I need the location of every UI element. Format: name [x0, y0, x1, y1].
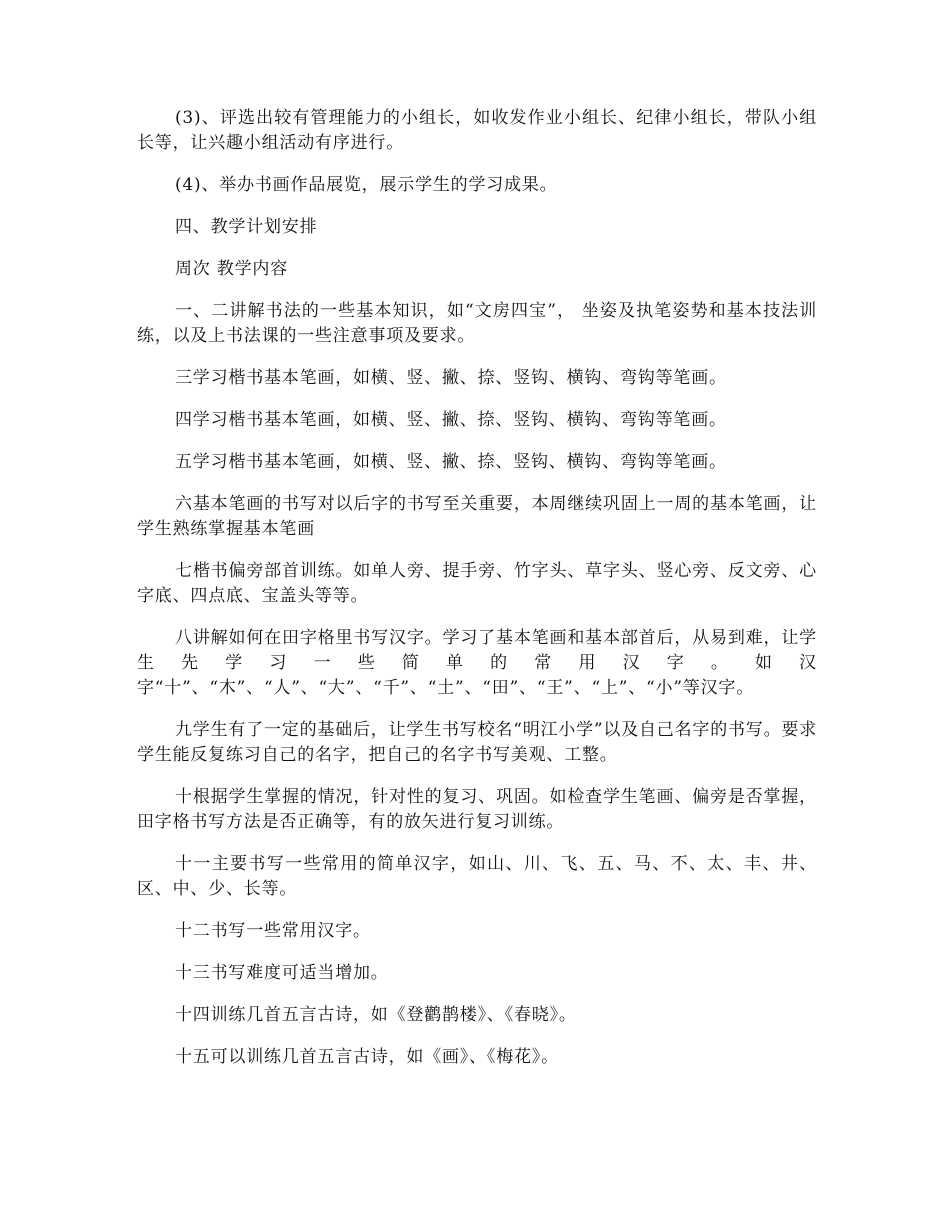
week-8-paragraph: 八讲解如何在田字格里书写汉字。学习了基本笔画和基本部首后，从易到难，让学生先学习一些简单的常用汉字。如汉字“十”、“木”、“人”、“大”、“千”、“土”、“田”、“王”、“上”、“小”等汉字。 — [137, 628, 817, 698]
week-1-2-paragraph: 一、二讲解书法的一些基本知识，如“文房四宝”， 坐姿及执笔姿势和基本技法训练，以及上书法课的一些注意事项及要求。 — [137, 301, 817, 346]
week-10-paragraph: 十根据学生掌握的情况，针对性的复习、巩固。如检查学生笔画、偏旁是否掌握，田字格书写方法是否正确等，有的放矢进行复习训练。 — [137, 787, 817, 832]
week-5-paragraph: 五学习楷书基本笔画，如横、竖、撇、捺、竖钩、横钩、弯钩等笔画。 — [175, 452, 727, 472]
week-6-paragraph: 六基本笔画的书写对以后字的书写至关重要，本周继续巩固上一周的基本笔画，让学生熟练掌握基本笔画 — [137, 494, 817, 539]
week-4-paragraph: 四学习楷书基本笔画，如横、竖、撇、捺、竖钩、横钩、弯钩等笔画。 — [175, 410, 727, 430]
week-11-paragraph: 十一主要书写一些常用的简单汉字，如山、川、飞、五、马、不、太、丰、井、区、中、少、长等。 — [137, 854, 817, 899]
week-3-paragraph: 三学习楷书基本笔画，如横、竖、撇、捺、竖钩、横钩、弯钩等笔画。 — [175, 368, 727, 388]
paragraph-item-4: (4)、举办书画作品展览，展示学生的学习成果。 — [175, 175, 558, 195]
week-12-paragraph: 十二书写一些常用汉字。 — [175, 921, 371, 941]
week-15-paragraph: 十五可以训练几首五言古诗，如《画》、《梅花》。 — [175, 1047, 559, 1067]
document-body — [137, 106, 817, 1087]
week-14-paragraph: 十四训练几首五言古诗，如《登鹳鹊楼》、《春晓》。 — [175, 1005, 577, 1025]
section-heading-teaching-plan: 四、教学计划安排 — [175, 217, 318, 237]
paragraph-item-3: (3)、评选出较有管理能力的小组长，如收发作业小组长、纪律小组长，带队小组长等，让兴趣小组活动有序进行。 — [137, 108, 817, 153]
schedule-header: 周次 教学内容 — [175, 259, 289, 279]
week-9-paragraph: 九学生有了一定的基础后，让学生书写校名“明江小学”以及自己名字的书写。要求学生能反复练习自己的名字，把自己的名字书写美观、工整。 — [137, 720, 817, 765]
week-7-paragraph: 七楷书偏旁部首训练。如单人旁、提手旁、竹字头、草字头、竖心旁、反文旁、心字底、四点底、宝盖头等等。 — [137, 561, 817, 606]
week-13-paragraph: 十三书写难度可适当增加。 — [175, 963, 389, 983]
